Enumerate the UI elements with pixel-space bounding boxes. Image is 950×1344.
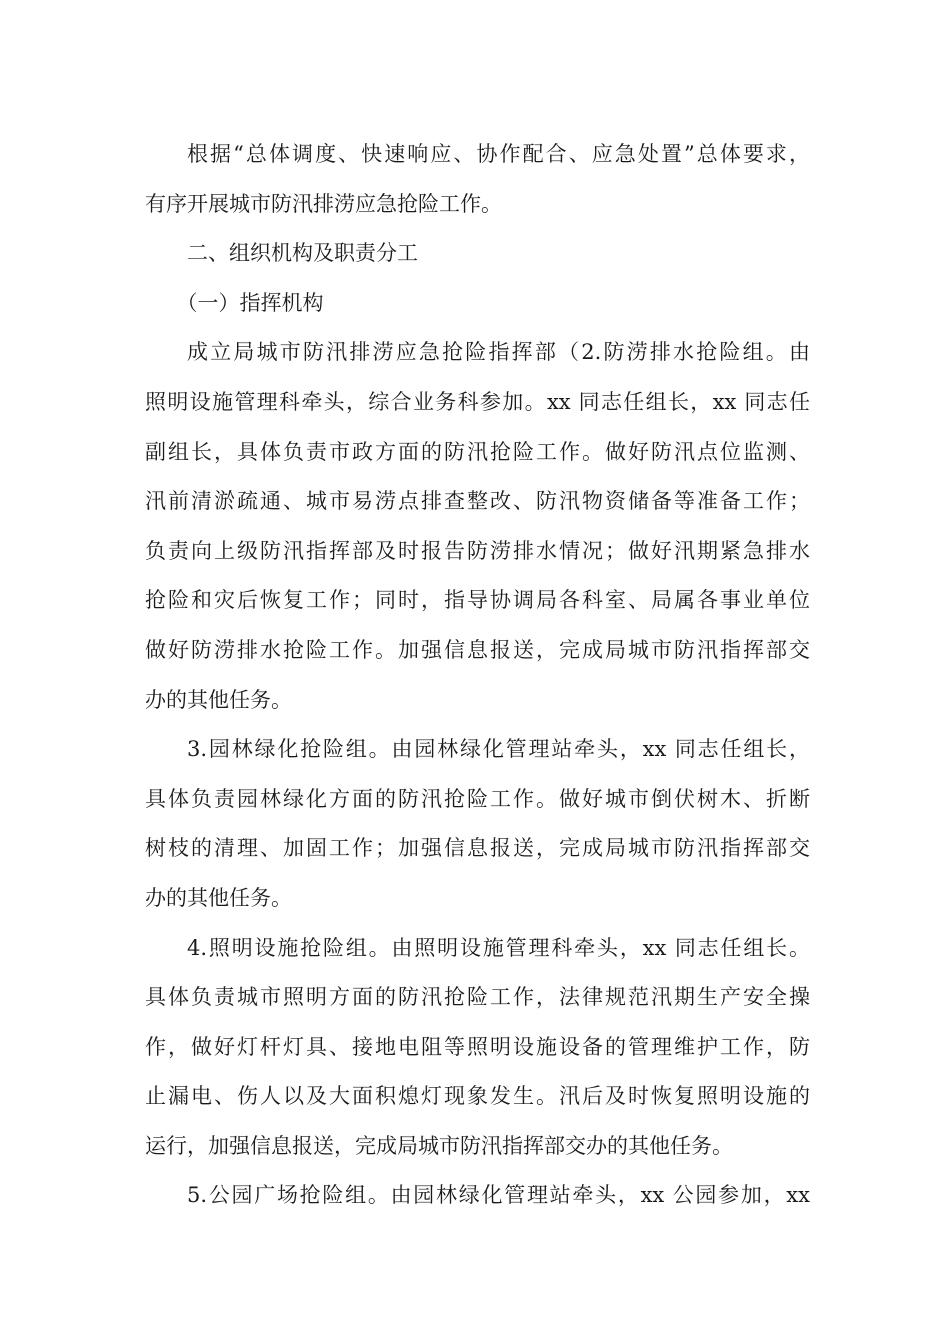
- text-line: 根据“总体调度、快速响应、协作配合、应急处置”总体要求，: [187, 142, 810, 166]
- text-line: 汛前清淤疏通、城市易涝点排查整改、防汛物资储备等准备工作；: [145, 489, 810, 514]
- text-line: 运行，加强信息报送，完成局城市防汛指挥部交办的其他任务。: [145, 1133, 733, 1158]
- document-body: [145, 130, 810, 1221]
- text-line: 有序开展城市防汛排涝应急抢险工作。: [145, 191, 502, 216]
- text-line: 4.照明设施抢险组。由照明设施管理科牵头，xx 同志任组长。: [187, 935, 810, 960]
- text-line: 二、组织机构及职责分工: [187, 241, 418, 266]
- text-line: 做好防涝排水抢险工作。加强信息报送，完成局城市防汛指挥部交: [145, 637, 810, 662]
- text-line: 办的其他任务。: [145, 687, 292, 712]
- text-line: 3.园林绿化抢险组。由园林绿化管理站牵头，xx 同志任组长，: [187, 737, 810, 762]
- text-line: 成立局城市防汛排涝应急抢险指挥部（2.防涝排水抢险组。由: [187, 340, 810, 365]
- text-line: 具体负责城市照明方面的防汛抢险工作，法律规范汛期生产安全操: [145, 985, 810, 1010]
- text-line: （一）指挥机构: [176, 290, 324, 315]
- text-line: 树枝的清理、加固工作；加强信息报送，完成局城市防汛指挥部交: [145, 836, 810, 861]
- text-line: 作，做好灯杆灯具、接地电阻等照明设施设备的管理维护工作，防: [145, 1034, 810, 1059]
- text-line: 5.公园广场抢险组。由园林绿化管理站牵头，xx 公园参加，xx: [187, 1183, 810, 1208]
- text-line: 照明设施管理科牵头，综合业务科参加。xx 同志任组长，xx 同志任: [145, 389, 810, 414]
- text-line: 办的其他任务。: [145, 885, 292, 910]
- text-line: 具体负责园林绿化方面的防汛抢险工作。做好城市倒伏树木、折断: [145, 786, 810, 811]
- text-line: 副组长，具体负责市政方面的防汛抢险工作。做好防汛点位监测、: [145, 439, 810, 464]
- text-line: 负责向上级防汛指挥部及时报告防涝排水情况；做好汛期紧急排水: [145, 538, 810, 563]
- text-line: 抢险和灾后恢复工作；同时，指导协调局各科室、局属各事业单位: [145, 588, 810, 613]
- text-line: 止漏电、伤人以及大面积熄灯现象发生。汛后及时恢复照明设施的: [145, 1084, 810, 1109]
